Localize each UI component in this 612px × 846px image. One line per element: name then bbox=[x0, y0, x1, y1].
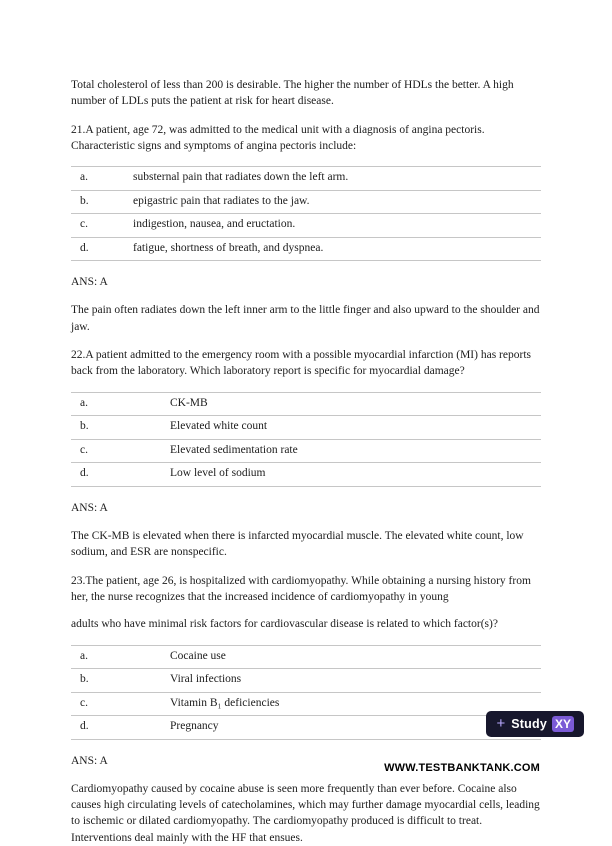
option-letter: c. bbox=[71, 692, 170, 716]
rationale-paragraph: The CK-MB is elevated when there is infarcted myocardial muscle. The elevated white count, low sodium, and ESR are nonspecific. bbox=[71, 529, 524, 559]
answer-line: ANS: A bbox=[71, 501, 108, 514]
option-letter: c. bbox=[71, 214, 133, 238]
question-block-21 bbox=[71, 122, 541, 335]
option-text: Elevated sedimentation rate bbox=[170, 439, 541, 463]
option-row bbox=[71, 716, 541, 740]
website-url: WWW.TESTBANKTANK.COM bbox=[384, 762, 540, 774]
option-row bbox=[71, 190, 541, 214]
option-text: Cocaine use bbox=[170, 645, 541, 669]
option-row bbox=[71, 692, 541, 716]
plus-icon: + bbox=[496, 714, 506, 732]
option-row bbox=[71, 669, 541, 693]
rationale-paragraph: The pain often radiates down the left inner arm to the little finger and also upward to the shoulder and jaw. bbox=[71, 304, 540, 333]
option-row bbox=[71, 439, 541, 463]
options-table bbox=[71, 645, 541, 740]
option-row bbox=[71, 463, 541, 487]
question-stem: 21.A patient, age 72, was admitted to the medical unit with a diagnosis of angina pectoris. Characteristic signs and symptoms of angina pectoris include: bbox=[71, 123, 485, 152]
option-row bbox=[71, 416, 541, 440]
option-text: epigastric pain that radiates to the jaw. bbox=[133, 190, 541, 214]
option-row bbox=[71, 645, 541, 669]
option-row bbox=[71, 167, 541, 191]
option-text: fatigue, shortness of breath, and dyspnea. bbox=[133, 237, 541, 261]
option-row bbox=[71, 392, 541, 416]
option-text: Low level of sodium bbox=[170, 463, 541, 487]
question-stem: 22.A patient admitted to the emergency room with a possible myocardial infarction (MI) has reports back from the laboratory. Which laboratory report is specific for myocardial damage? bbox=[71, 349, 531, 378]
brand-xy-label: XY bbox=[552, 716, 574, 732]
studyxy-logo-badge bbox=[486, 711, 584, 737]
option-letter: a. bbox=[71, 645, 170, 669]
answer-line: ANS: A bbox=[71, 276, 108, 289]
option-letter: b. bbox=[71, 416, 170, 440]
option-row bbox=[71, 237, 541, 261]
question-stem: 23.The patient, age 26, is hospitalized with cardiomyopathy. While obtaining a nursing history from her, the nurse recognizes that the increased incidence of cardiomyopathy in young bbox=[71, 574, 531, 603]
question-block-23 bbox=[71, 573, 541, 846]
option-letter: b. bbox=[71, 669, 170, 693]
option-letter: a. bbox=[71, 392, 170, 416]
option-letter: d. bbox=[71, 716, 170, 740]
option-letter: b. bbox=[71, 190, 133, 214]
option-text: Elevated white count bbox=[170, 416, 541, 440]
option-letter: d. bbox=[71, 237, 133, 261]
option-letter: c. bbox=[71, 439, 170, 463]
intro-paragraph: Total cholesterol of less than 200 is desirable. The higher the number of HDLs the better. A high number of LDLs puts the patient at risk for heart disease. bbox=[71, 79, 514, 108]
option-letter: a. bbox=[71, 167, 133, 191]
option-row bbox=[71, 214, 541, 238]
options-table bbox=[71, 392, 541, 487]
option-text: Viral infections bbox=[170, 669, 541, 693]
options-table bbox=[71, 166, 541, 261]
brand-study-label: Study bbox=[511, 717, 547, 731]
option-text: Vitamin B₁ deficiencies bbox=[170, 692, 541, 716]
rationale-paragraph: Cardiomyopathy caused by cocaine abuse is seen more frequently than ever before. Cocaine also causes high circulating levels of catecholamines, which may further damage myocardial cells, leading to ischemic or dilated cardiomyopathy. The cardiomyopathy produced is difficult to treat. Interventions deal mainly with the HF that ensues. bbox=[71, 782, 540, 844]
option-text: indigestion, nausea, and eructation. bbox=[133, 214, 541, 238]
answer-line: ANS: A bbox=[71, 754, 108, 767]
option-text: substernal pain that radiates down the left arm. bbox=[133, 167, 541, 191]
question-stem-continued: adults who have minimal risk factors for cardiovascular disease is related to which factor(s)? bbox=[71, 618, 498, 631]
question-block-22 bbox=[71, 347, 541, 560]
option-letter: d. bbox=[71, 463, 170, 487]
option-text: CK-MB bbox=[170, 392, 541, 416]
option-text: Pregnancy bbox=[170, 716, 541, 740]
